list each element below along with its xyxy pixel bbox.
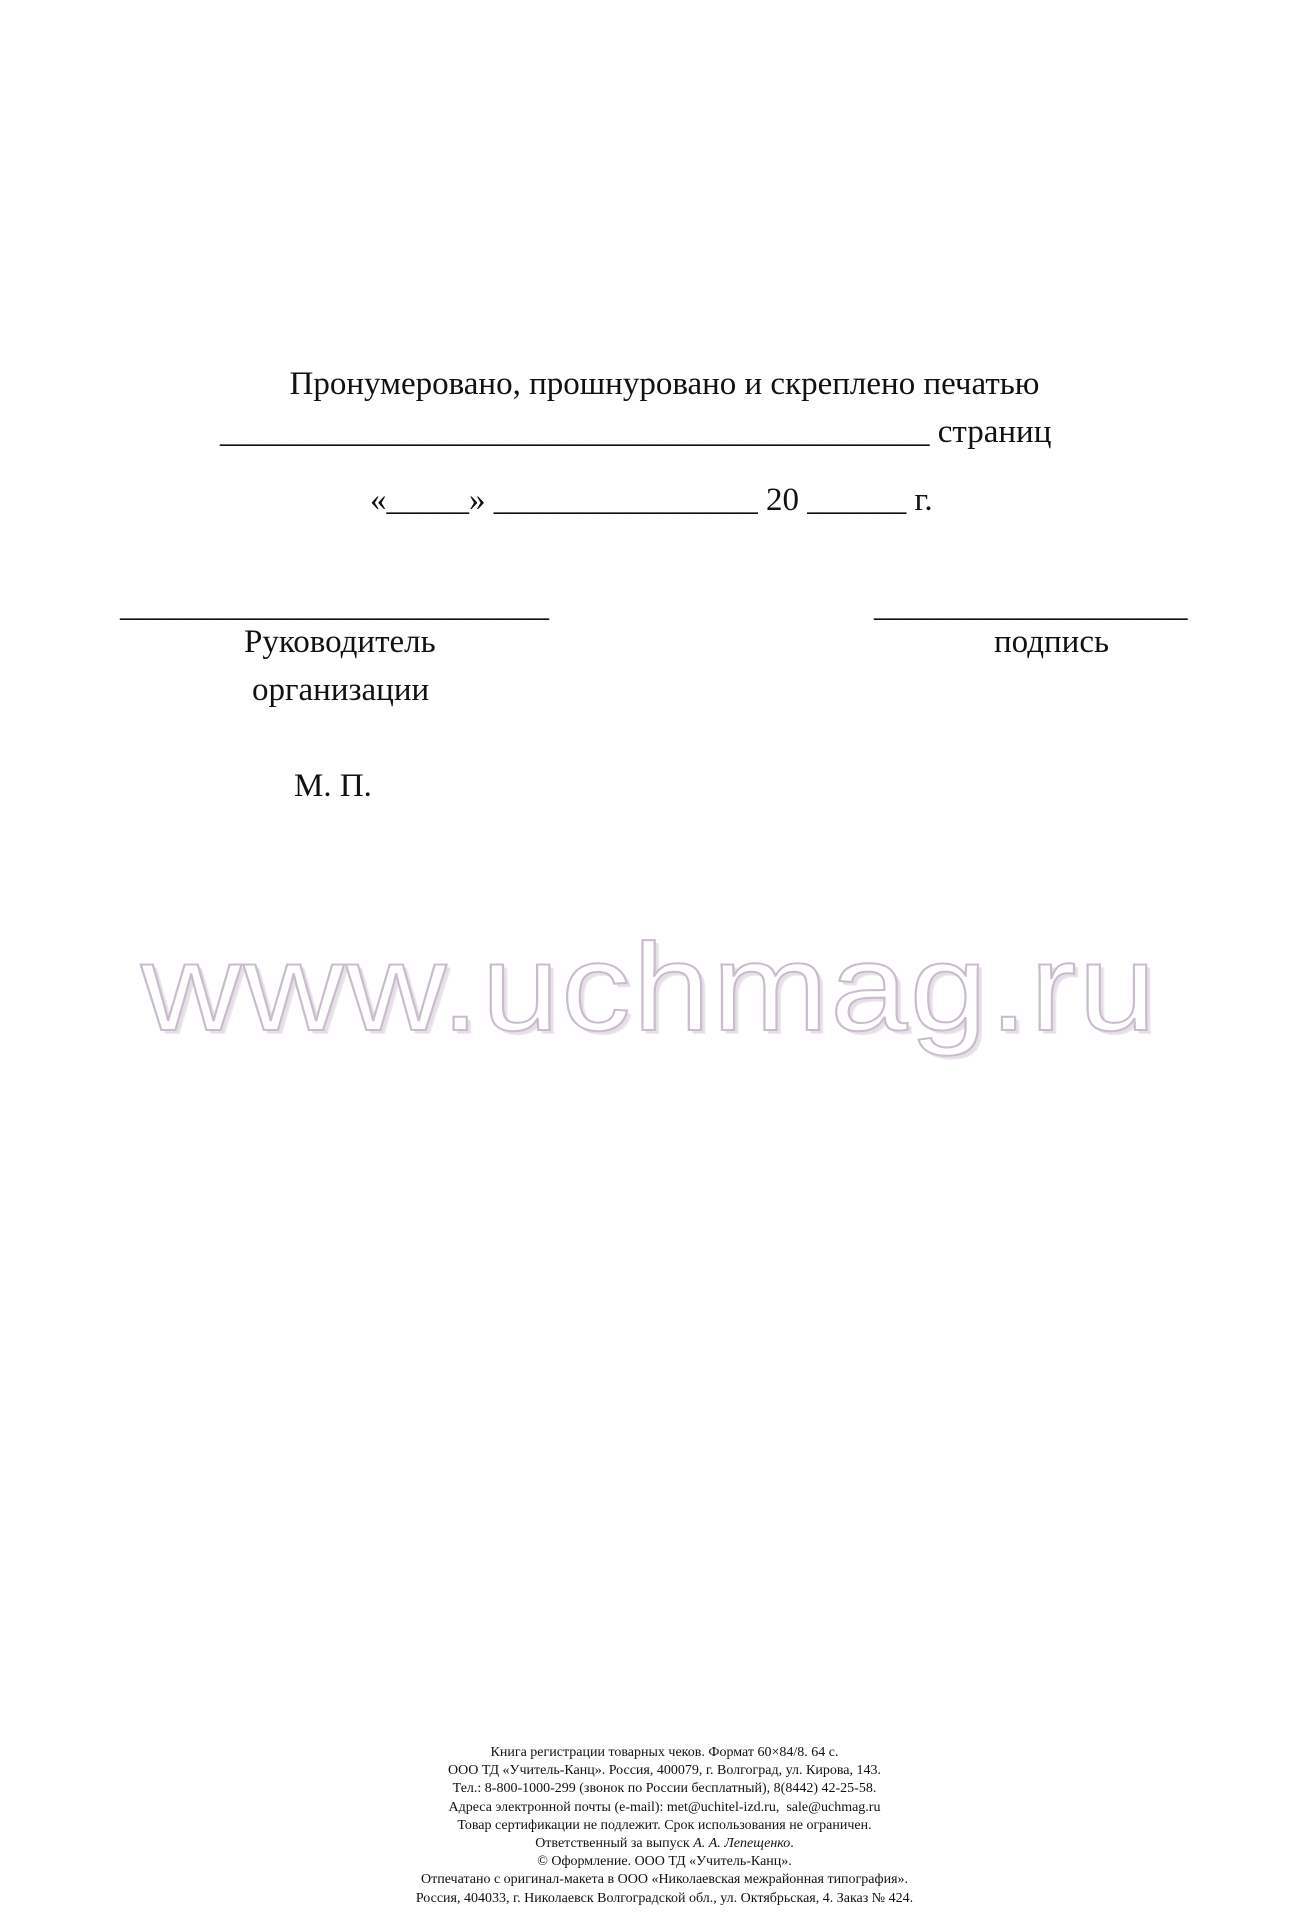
imprint-line: ООО ТД «Учитель-Канц». Россия, 400079, г. Волгоград, ул. Кирова, 143.	[448, 1763, 881, 1779]
imprint-line: Отпечатано с оригинал-макета в ООО «Николаевская межрайонная типография».	[420, 1872, 909, 1888]
page-heading: Пронумеровано, прошнуровано и скреплено печатью	[289, 366, 1040, 402]
role-label: Руководитель	[244, 624, 436, 660]
watermark: www.uchmag.ru	[140, 919, 1159, 1057]
imprint-line: Россия, 404033, г. Николаевск Волгоградской обл., ул. Октябрьская, 4. Заказ № 424.	[415, 1890, 914, 1906]
role-label-continued: организации	[252, 672, 430, 708]
imprint-responsible-suffix: .	[790, 1836, 794, 1852]
imprint-line: Товар сертификации не подлежит. Срок использования не ограничен.	[457, 1817, 872, 1833]
imprint-responsible-prefix: Ответственный за выпуск	[535, 1836, 694, 1852]
imprint-line: © Оформление. ООО ТД «Учитель-Канц».	[537, 1854, 792, 1870]
page-count-line: ___________________________________________ страниц	[220, 414, 1052, 450]
imprint-line-responsible	[30, 1835, 1299, 1853]
signature-label: подпись	[994, 624, 1110, 660]
stamp-label: М. П.	[294, 768, 372, 804]
date-line: «_____» ________________ 20 ______ г.	[370, 482, 933, 518]
imprint-line: Адреса электронной почты (e-mail): met@uchitel-izd.ru, sale@uchmag.ru	[448, 1799, 881, 1815]
imprint-line: Тел.: 8-800-1000-299 (звонок по России бесплатный), 8(8442) 42-25-58.	[452, 1781, 877, 1797]
manager-signature-rule: __________________________	[120, 588, 549, 624]
signature-rule: ___________________	[874, 588, 1188, 624]
imprint-line: Книга регистрации товарных чеков. Формат 60×84/8. 64 с.	[490, 1745, 839, 1760]
publisher-imprint	[0, 1744, 1299, 1908]
imprint-responsible-name: А. А. Лепещенко	[693, 1836, 791, 1852]
